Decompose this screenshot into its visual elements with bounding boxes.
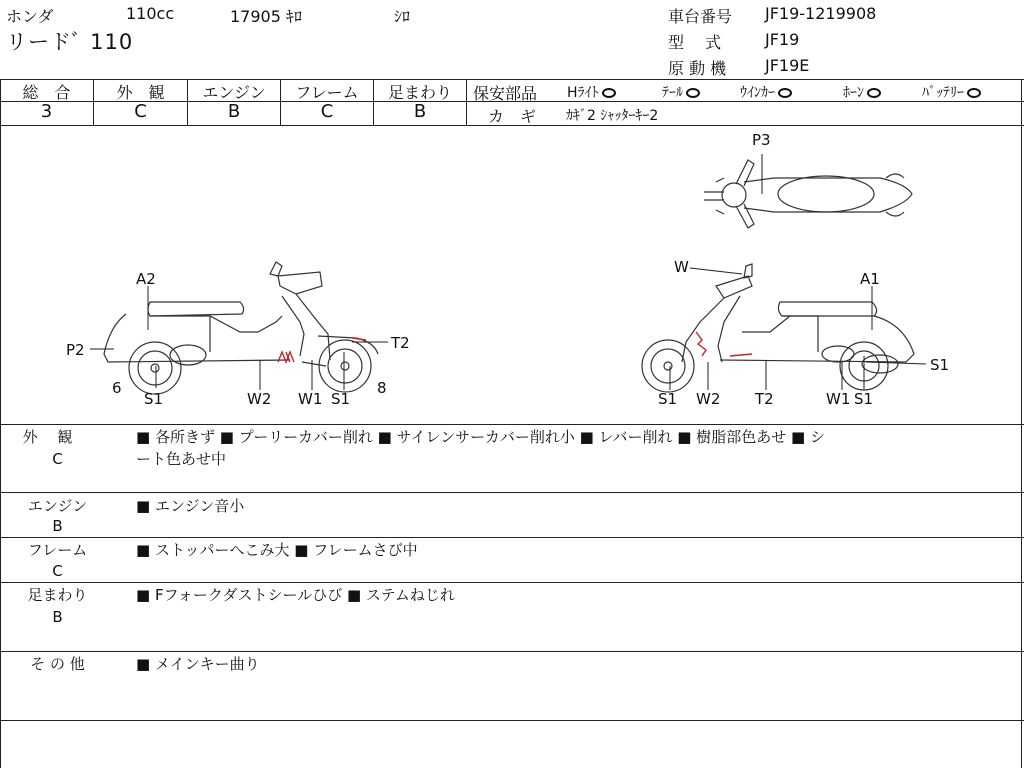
divider — [0, 582, 1024, 583]
type-value: JF19 — [765, 30, 800, 49]
grade-engine: B — [227, 101, 241, 122]
divider — [0, 424, 1024, 425]
inspection-sheet: ホンダ 110cc 17905 ｷﾛ ｼﾛ リードﾞ 110 車台番号 JF19-1219908 型 式 JF19 原 動 機 JF19E 総 合 外 観 エンジン フレーム 足まわり 3 C B C B 保安部品 Hﾗｲﾄ ﾃｰﾙ ｳｲﾝｶｰ ﾎｰﾝ ﾊﾞｯﾃﾘｰ カ ギ ｶｷﾞ2 ｼｬｯﾀｰｷｰ2 A2 P2 6 S1 W2 W1 S1 8 T2 P3 W A1 S1 S1 W2 T2 W1 S1 外 観 C ■ 各所きず ■ プーリーカバー削れ ■ サイレンサーカバー削れ小 ■ レバー削れ ■ 樹脂部色あせ ■ シ ート色あせ中 エンジン B ■ エンジン音小 フレーム C ■ ストッパーへこみ大 ■ フレームさび中 足まわり B ■ Fフォークダストシールひび ■ ステムねじれ そ の 他 ■ メインキー曲り — [0, 0, 1024, 768]
circle-icon — [686, 88, 700, 98]
mileage: 17905 ｷﾛ — [230, 7, 302, 26]
circle-icon — [867, 88, 881, 98]
label-s1-left-a: S1 — [144, 390, 164, 408]
damage-marks — [278, 332, 752, 362]
circle-icon — [778, 88, 792, 98]
safety-item-battery: ﾊﾞｯﾃﾘｰ — [922, 82, 981, 102]
label-s1-right-b: S1 — [854, 390, 874, 408]
grade-header-frame: フレーム — [295, 83, 359, 102]
label-w1-left: W1 — [298, 390, 323, 408]
divider — [0, 492, 1024, 493]
safety-item-winker: ｳｲﾝｶｰ — [740, 82, 792, 102]
safety-item-headlight: Hﾗｲﾄ — [567, 82, 616, 102]
engine-value: JF19E — [765, 56, 810, 75]
grade-frame: C — [320, 101, 334, 122]
label-t2-left: T2 — [391, 334, 410, 352]
grade-exterior: C — [134, 101, 147, 122]
label-6: 6 — [112, 379, 122, 397]
grade-header-exterior: 外 観 — [116, 83, 165, 102]
safety-label: 保安部品 — [473, 84, 538, 103]
label-a1: A1 — [860, 270, 880, 288]
divider — [0, 651, 1024, 652]
grade-header-suspension: 足まわり — [387, 83, 452, 102]
engine-label: 原 動 機 — [668, 59, 727, 78]
label-8: 8 — [377, 379, 387, 397]
label-w2-right: W2 — [696, 390, 721, 408]
divider — [466, 79, 467, 125]
label-w2-left: W2 — [247, 390, 272, 408]
label-s1-right-a: S1 — [658, 390, 678, 408]
label-w1-right: W1 — [826, 390, 851, 408]
grade-overall: 3 — [40, 101, 53, 122]
circle-icon — [602, 88, 616, 98]
key-value: ｶｷﾞ2 ｼｬｯﾀｰｷｰ2 — [566, 108, 659, 124]
label-p3: P3 — [752, 131, 771, 149]
frame-number-value: JF19-1219908 — [765, 4, 877, 23]
safety-item-horn: ﾎｰﾝ — [843, 82, 881, 102]
circle-icon — [967, 88, 981, 98]
key-label: カ ギ — [488, 107, 537, 126]
frame-number-label: 車台番号 — [668, 7, 733, 26]
label-p2: P2 — [66, 341, 85, 359]
displacement: 110cc — [126, 4, 175, 23]
type-label: 型 式 — [668, 33, 722, 52]
label-w-right: W — [674, 258, 689, 276]
label-t2-right: T2 — [755, 390, 774, 408]
label-s1-right-side: S1 — [930, 356, 950, 374]
safety-item-tail: ﾃｰﾙ — [662, 82, 700, 102]
color: ｼﾛ — [394, 7, 411, 26]
label-a2: A2 — [136, 270, 156, 288]
model-name: リードﾞ 110 — [6, 30, 134, 54]
grade-suspension: B — [413, 101, 427, 122]
grade-header-overall: 総 合 — [22, 83, 71, 102]
scooter-top-view — [704, 160, 912, 228]
label-s1-left-b: S1 — [331, 390, 351, 408]
grade-header-engine: エンジン — [202, 83, 266, 102]
divider — [0, 720, 1024, 721]
divider — [0, 537, 1024, 538]
maker: ホンダ — [6, 7, 54, 26]
